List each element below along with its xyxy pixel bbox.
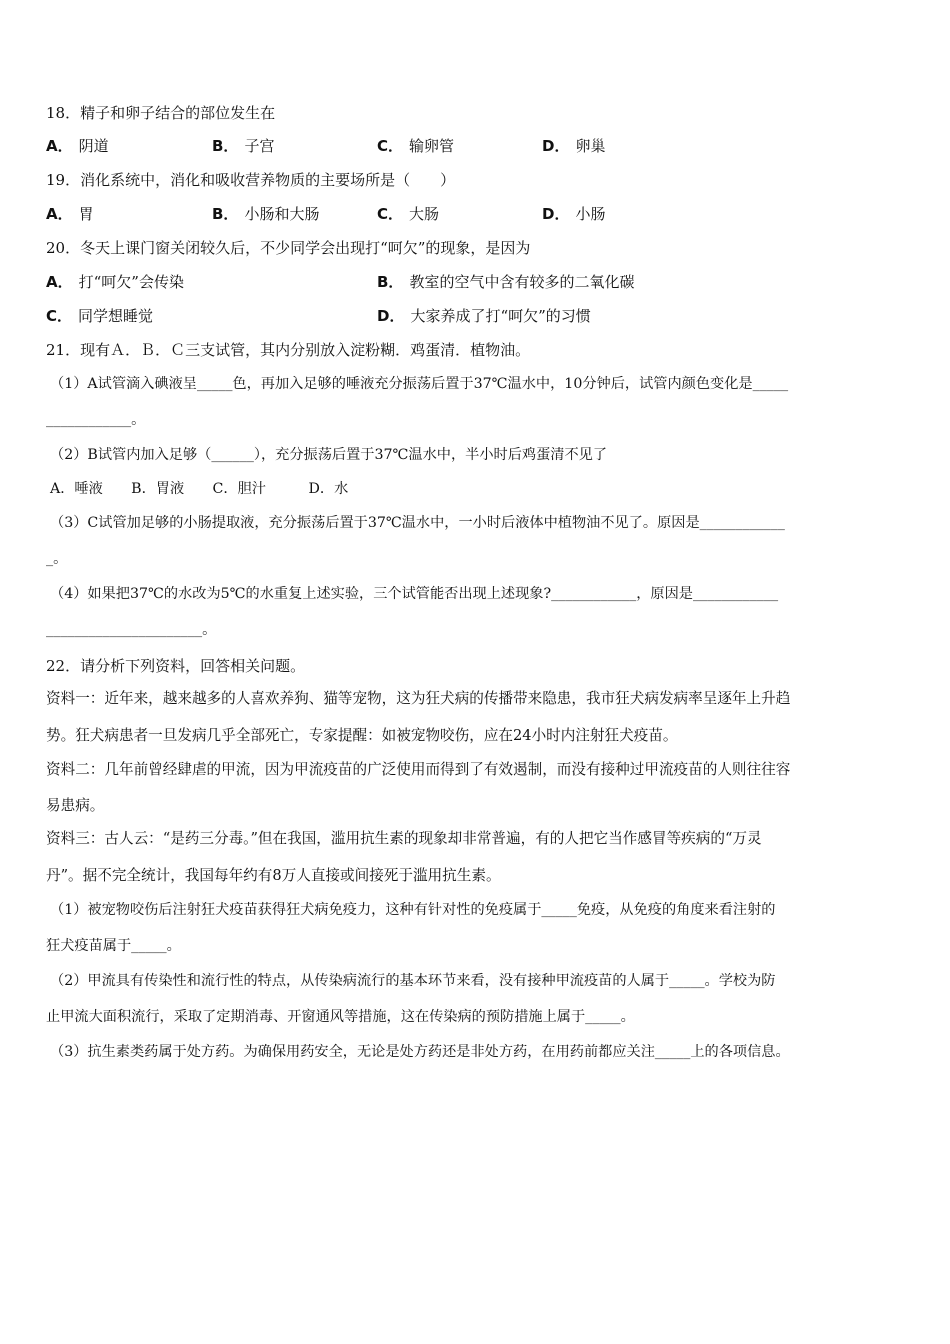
q19-option-d: D． 小肠 [542, 205, 606, 223]
q19-option-a: A． 胃 [46, 205, 94, 223]
q21-part3-line1: （3）C试管加足够的小肠提取液，充分振荡后置于37℃温水中，一小时后液体中植物油不见了。原因是____________ [50, 515, 785, 531]
q21-part1-line1: （1）A试管滴入碘液呈_____色，再加入足够的唾液充分振荡后置于37℃温水中，10分钟后，试管内颜色变化是_____ [50, 376, 789, 392]
q22-material1-line1: 资料一：近年来，越来越多的人喜欢养狗、猫等宠物，这为狂犬病的传播带来隐患，我市狂犬病发病率呈逐年上升趋 [46, 690, 791, 707]
q21-part2-options: A．唾液 B．胃液 C．胆汁 D．水 [50, 481, 349, 497]
q18-stem: 18．精子和卵子结合的部位发生在 [46, 104, 276, 122]
q22-answer3-line1: （3）抗生素类药属于处方药。为确保用药安全，无论是处方药还是非处方药，在用药前都应关注_____上的各项信息。 [50, 1044, 790, 1060]
q22-material2-line2: 易患病。 [46, 797, 105, 814]
q22-material3-line2: 丹”。据不完全统计，我国每年约有8万人直接或间接死于滥用抗生素。 [46, 867, 501, 884]
q22-material3-line1: 资料三：古人云：“是药三分毒。”但在我国，滥用抗生素的现象却非常普遍，有的人把它当作感冒等疾病的“万灵 [46, 830, 762, 847]
q18-option-b: B． 子宫 [212, 137, 275, 155]
q18-option-d: D． 卵巢 [542, 137, 606, 155]
q21-part3-line2: _。 [46, 551, 68, 567]
q18-option-a: A． 阴道 [46, 137, 109, 155]
q22-material2-line1: 资料二：几年前曾经肆虐的甲流，因为甲流疫苗的广泛使用而得到了有效遏制，而没有接种过甲流疫苗的人则往往容 [46, 761, 791, 778]
q21-part4-line2: ______________________。 [46, 622, 217, 638]
q20-option-b: B． 教室的空气中含有较多的二氧化碳 [377, 273, 635, 291]
q22-stem: 22．请分析下列资料，回答相关问题。 [46, 657, 306, 675]
q19-option-b: B． 小肠和大肠 [212, 205, 320, 223]
q21-part2: （2）B试管内加入足够（______），充分振荡后置于37℃温水中，半小时后鸡蛋清不见了 [50, 447, 608, 463]
q20-stem: 20．冬天上课门窗关闭较久后，不少同学会出现打“呵欠”的现象，是因为 [46, 239, 531, 257]
q22-answer1-line1: （1）被宠物咬伤后注射狂犬疫苗获得狂犬病免疫力，这种有针对性的免疫属于_____免疫，从免疫的角度来看注射的 [50, 902, 776, 918]
q22-answer2-line1: （2）甲流具有传染性和流行性的特点，从传染病流行的基本环节来看，没有接种甲流疫苗的人属于_____。学校为防 [50, 973, 776, 989]
q20-option-a: A． 打“呵欠”会传染 [46, 273, 184, 291]
q22-answer1-line2: 狂犬疫苗属于_____。 [46, 938, 181, 954]
q20-option-d: D． 大家养成了打“呵欠”的习惯 [377, 307, 591, 325]
q21-stem: 21．现有Ａ．Ｂ．Ｃ三支试管，其内分别放入淀粉糊．鸡蛋清．植物油。 [46, 341, 531, 359]
q18-option-c: C． 输卵管 [377, 137, 455, 155]
q20-option-c: C． 同学想睡觉 [46, 307, 154, 325]
q22-material1-line2: 势。狂犬病患者一旦发病几乎全部死亡，专家提醒：如被宠物咬伤，应在24小时内注射狂犬疫苗。 [46, 727, 678, 744]
q19-stem: 19．消化系统中，消化和吸收营养物质的主要场所是（ ） [46, 171, 456, 189]
q21-part4-line1: （4）如果把37℃的水改为5℃的水重复上述实验，三个试管能否出现上述现象?____________，原因是____________ [50, 586, 779, 602]
q22-answer2-line2: 止甲流大面积流行，采取了定期消毒、开窗通风等措施，这在传染病的预防措施上属于_____。 [46, 1009, 635, 1025]
q19-option-c: C． 大肠 [377, 205, 440, 223]
q21-part1-line2: ____________。 [46, 412, 146, 428]
